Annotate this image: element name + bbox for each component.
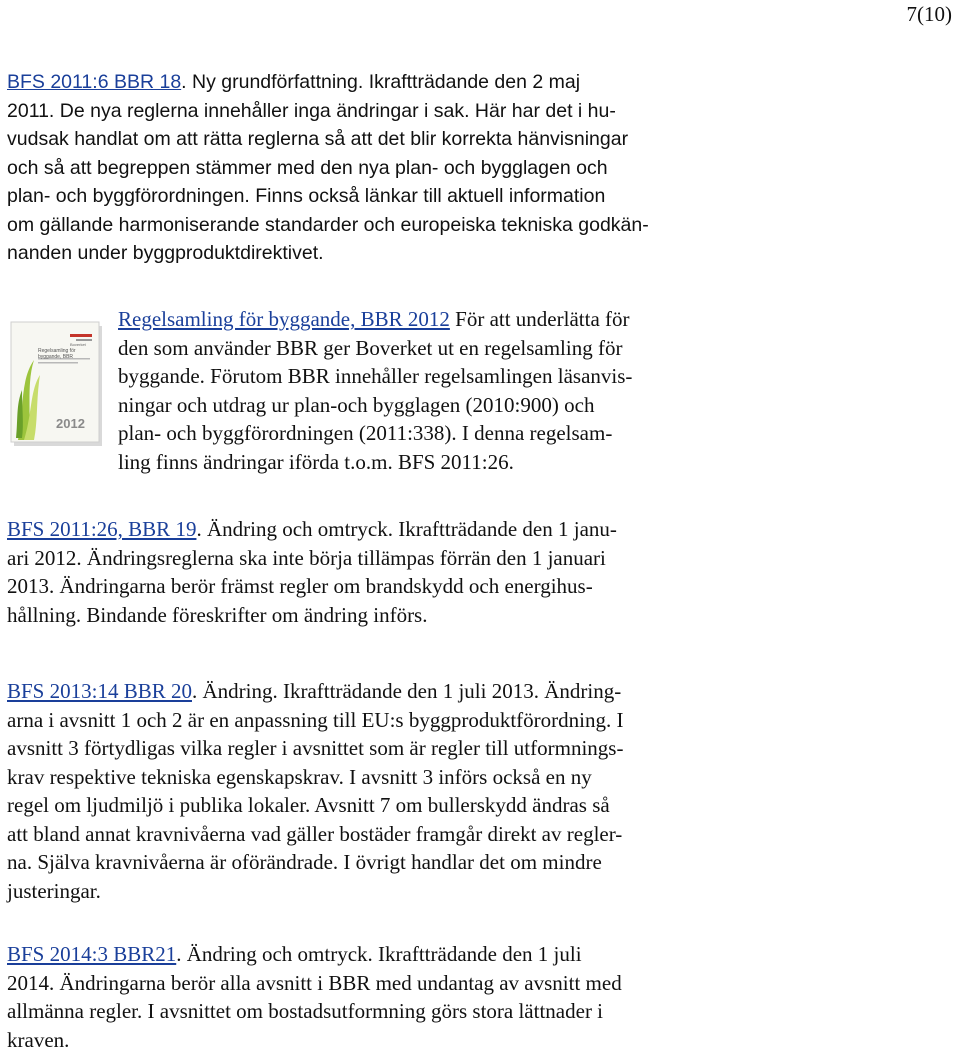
text-line: vudsak handlat om att rätta reglerna så att det blir korrekta hänvisningar [7, 125, 717, 154]
page-number: 7(10) [907, 2, 953, 27]
entry-bfs-2011-26 [7, 515, 717, 629]
text-line: och så att begreppen stämmer med den nya plan- och bygglagen och [7, 154, 717, 183]
text-line: arna i avsnitt 1 och 2 är en anpassning till EU:s byggproduktförordning. I [7, 706, 717, 735]
text-line: 2011. De nya reglerna innehåller inga ändringar i sak. Här har det i hu- [7, 97, 717, 126]
entry-bfs-2011-6 [7, 68, 717, 268]
text-line: nanden under byggproduktdirektivet. [7, 239, 717, 268]
text-line: na. Själva kravnivåerna är oförändrade. I övrigt handlar det om mindre [7, 848, 717, 877]
bfs-2013-14-link[interactable]: BFS 2013:14 BBR 20 [7, 679, 192, 703]
text-line: plan- och byggförordningen (2011:338). I denna regelsam- [118, 419, 718, 448]
text-line: kraven. [7, 1026, 717, 1054]
bfs-2011-6-link[interactable]: BFS 2011:6 BBR 18 [7, 71, 181, 93]
entry-bfs-2013-14 [7, 677, 717, 905]
text-line: BFS 2011:26, BBR 19. Ändring och omtryck. Ikraftträdande den 1 janu- [7, 515, 717, 544]
regelsamling-link[interactable]: Regelsamling för byggande, BBR 2012 [118, 307, 450, 331]
text-line: ari 2012. Ändringsreglerna ska inte börja tillämpas förrän den 1 januari [7, 544, 717, 573]
text-line: ningar och utdrag ur plan-och bygglagen (2010:900) och [118, 391, 718, 420]
text-line: ling finns ändringar iförda t.o.m. BFS 2011:26. [118, 448, 718, 477]
text-line: BFS 2013:14 BBR 20. Ändring. Ikraftträdande den 1 juli 2013. Ändring- [7, 677, 717, 706]
text-line: justeringar. [7, 877, 717, 906]
text-line: BFS 2011:6 BBR 18. Ny grundförfattning. Ikraftträdande den 2 maj [7, 68, 717, 97]
text-line: krav respektive tekniska egenskapskrav. I avsnitt 3 införs också en ny [7, 763, 717, 792]
cover-title-line2: byggande, BBR [38, 354, 73, 360]
text-line: avsnitt 3 förtydligas vilka regler i avsnittet som är regler till utformnings- [7, 734, 717, 763]
text-line: om gällande harmoniserande standarder och europeiska tekniska godkän- [7, 211, 717, 240]
text-line: allmänna regler. I avsnittet om bostadsutformning görs stora lättnader i [7, 997, 717, 1026]
cover-year: 2012 [56, 416, 85, 431]
text-line: att bland annat kravnivåerna vad gäller bostäder framgår direkt av regler- [7, 820, 717, 849]
bfs-2011-26-link[interactable]: BFS 2011:26, BBR 19 [7, 517, 196, 541]
cover-title-line1: Regelsamling för [38, 348, 76, 354]
text-line: hållning. Bindande föreskrifter om ändring införs. [7, 601, 717, 630]
text-line: byggande. Förutom BBR innehåller regelsamlingen läsanvis- [118, 362, 718, 391]
text-line: regel om ljudmiljö i publika lokaler. Avsnitt 7 om bullerskydd ändras så [7, 791, 717, 820]
entry-regelsamling-2012 [118, 305, 718, 476]
bfs-2014-3-link[interactable]: BFS 2014:3 BBR21 [7, 942, 176, 966]
text-line: 2013. Ändringarna berör främst regler om brandskydd och energihus- [7, 572, 717, 601]
cover-publisher: Boverket [70, 342, 86, 347]
text-line: BFS 2014:3 BBR21. Ändring och omtryck. Ikraftträdande den 1 juli [7, 940, 717, 969]
bbr-2012-cover-image [10, 320, 106, 448]
text-line: den som använder BBR ger Boverket ut en regelsamling för [118, 334, 718, 363]
text-line: Regelsamling för byggande, BBR 2012 För att underlätta för [118, 305, 718, 334]
text-line: 2014. Ändringarna berör alla avsnitt i BBR med undantag av avsnitt med [7, 969, 717, 998]
entry-bfs-2014-3 [7, 940, 717, 1054]
text-line: plan- och byggförordningen. Finns också länkar till aktuell information [7, 182, 717, 211]
